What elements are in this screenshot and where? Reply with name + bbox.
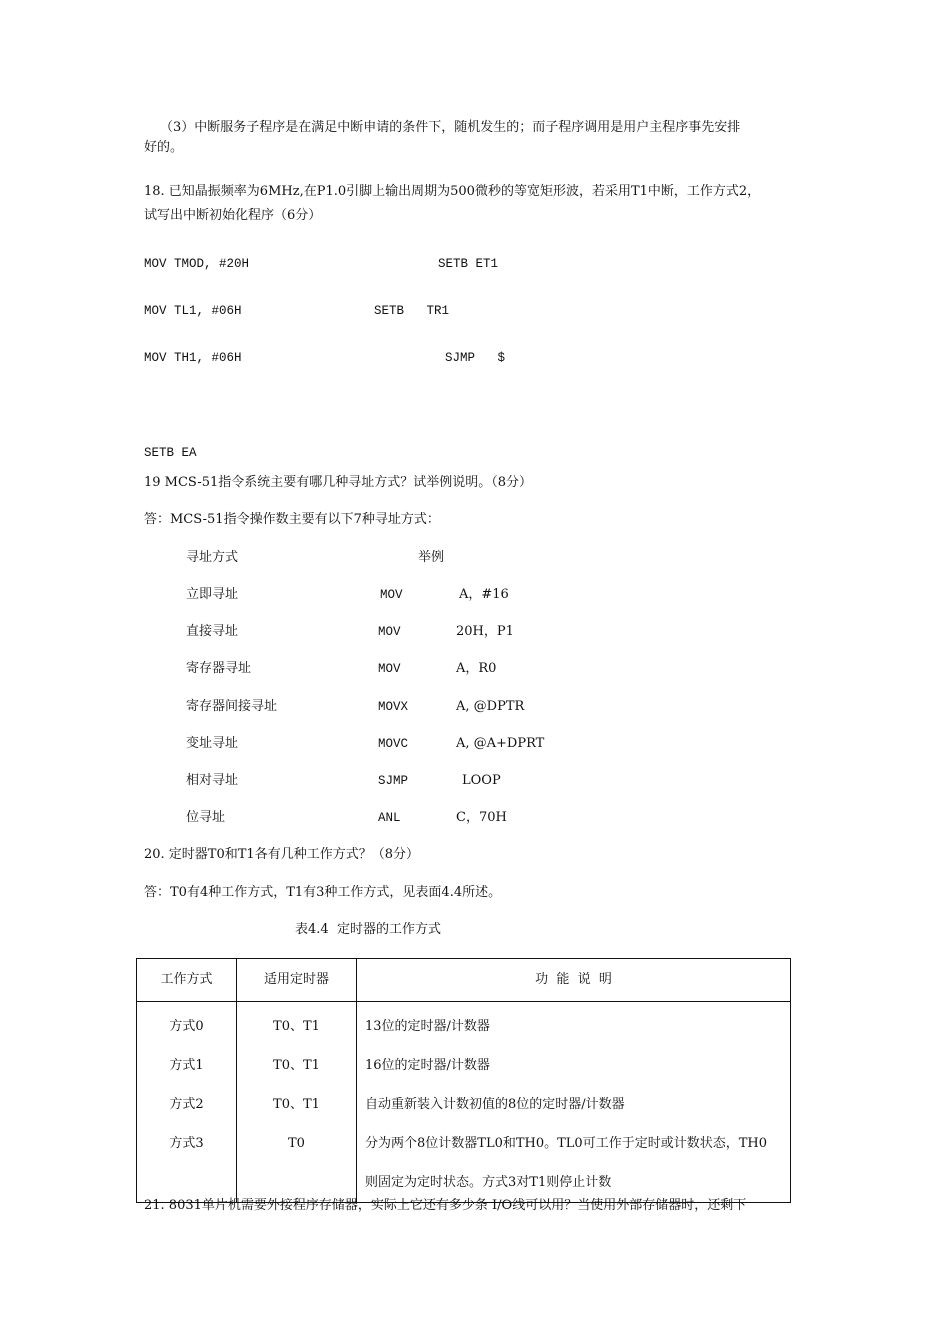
cell-mode: 方式0 <box>137 1002 237 1047</box>
addressing-arg: A, @A+DPRT <box>456 736 545 751</box>
addressing-mode: 直接寻址 <box>186 624 239 639</box>
cell-description: 自动重新装入计数初值的8位的定时器/计数器 <box>357 1085 791 1124</box>
addressing-mode: 立即寻址 <box>186 587 239 602</box>
q17-answer-line2: 好的。 <box>144 140 184 155</box>
cell-timer: T0、T1 <box>237 1046 357 1085</box>
addressing-header-mode: 寻址方式 <box>186 550 239 565</box>
addressing-op: ANL <box>378 811 401 825</box>
addressing-mode: 变址寻址 <box>186 736 239 751</box>
header-timer: 适用定时器 <box>237 959 357 1002</box>
addressing-arg: A, @DPTR <box>456 699 525 714</box>
q20-answer: 答：T0有4种工作方式，T1有3种工作方式，见表面4.4所述。 <box>144 885 502 900</box>
code-line-setb-tr1: SETB TR1 <box>374 304 450 318</box>
addressing-arg: C，70H <box>456 810 507 825</box>
cell-description: 16位的定时器/计数器 <box>357 1046 791 1085</box>
q21-question-line1: 21. 8031单片机需要外接程序存储器，实际上它还有多少条 I/O线可以用？当使用外部存储器时，还剩下 <box>144 1198 747 1213</box>
table-row <box>137 1002 791 1047</box>
addressing-arg: 20H，P1 <box>456 624 514 639</box>
addressing-op: MOV <box>378 662 401 676</box>
cell-mode: 方式2 <box>137 1085 237 1124</box>
addressing-mode: 位寻址 <box>186 810 226 825</box>
addressing-mode: 寄存器间接寻址 <box>186 699 278 714</box>
code-line-mov-tmod: MOV TMOD, #20H <box>144 257 250 271</box>
code-line-sjmp: SJMP $ <box>445 351 506 365</box>
addressing-mode: 相对寻址 <box>186 773 239 788</box>
q18-question-line2: 试写出中断初始化程序（6分） <box>144 208 322 223</box>
code-line-mov-th1: MOV TH1, #06H <box>144 351 242 365</box>
table-row <box>137 1046 791 1085</box>
addressing-op: MOV <box>380 588 403 602</box>
q18-question-line1: 18. 已知晶振频率为6MHz,在P1.0引脚上输出周期为500微秒的等宽矩形波，若采用T1中断，工作方式2， <box>144 184 761 199</box>
addressing-arg: A，R0 <box>456 661 497 676</box>
addressing-mode: 寄存器寻址 <box>186 661 252 676</box>
cell-description: 分为两个8位计数器TL0和TH0。TL0可工作于定时或计数状态，TH0 <box>357 1124 791 1163</box>
cell-timer: T0 <box>237 1124 357 1163</box>
table-caption: 表4.4 定时器的工作方式 <box>295 922 441 937</box>
header-description: 功 能 说 明 <box>357 959 791 1002</box>
code-line-setb-et1: SETB ET1 <box>438 257 499 271</box>
cell-description: 则固定为定时状态。方式3对T1则停止计数 <box>357 1163 791 1203</box>
q19-answer: 答：MCS-51指令操作数主要有以下7种寻址方式： <box>144 512 440 527</box>
q19-question: 19 MCS-51指令系统主要有哪几种寻址方式？试举例说明。（8分） <box>144 475 533 490</box>
table-header-row <box>137 959 791 1002</box>
code-line-mov-tl1: MOV TL1, #06H <box>144 304 242 318</box>
header-mode: 工作方式 <box>137 959 237 1002</box>
table-row <box>137 1085 791 1124</box>
table-row <box>137 1124 791 1163</box>
addressing-op: MOV <box>378 625 401 639</box>
addressing-arg: LOOP <box>462 773 501 788</box>
q17-answer-line1: （3）中断服务子程序是在满足中断申请的条件下，随机发生的；而子程序调用是用户主程序事先安排 <box>160 120 741 135</box>
addressing-op: SJMP <box>378 774 409 788</box>
addressing-header-example: 举例 <box>418 550 445 565</box>
timer-modes-table <box>136 958 791 1203</box>
cell-timer: T0、T1 <box>237 1002 357 1047</box>
addressing-arg: A，#16 <box>459 587 509 602</box>
q20-question: 20. 定时器T0和T1各有几种工作方式？（8分） <box>144 847 419 862</box>
cell-description: 13位的定时器/计数器 <box>357 1002 791 1047</box>
cell-mode: 方式1 <box>137 1046 237 1085</box>
cell-mode: 方式3 <box>137 1124 237 1163</box>
cell-timer: T0、T1 <box>237 1085 357 1124</box>
code-line-setb-ea: SETB EA <box>144 446 197 460</box>
addressing-op: MOVX <box>378 700 409 714</box>
addressing-op: MOVC <box>378 737 409 751</box>
